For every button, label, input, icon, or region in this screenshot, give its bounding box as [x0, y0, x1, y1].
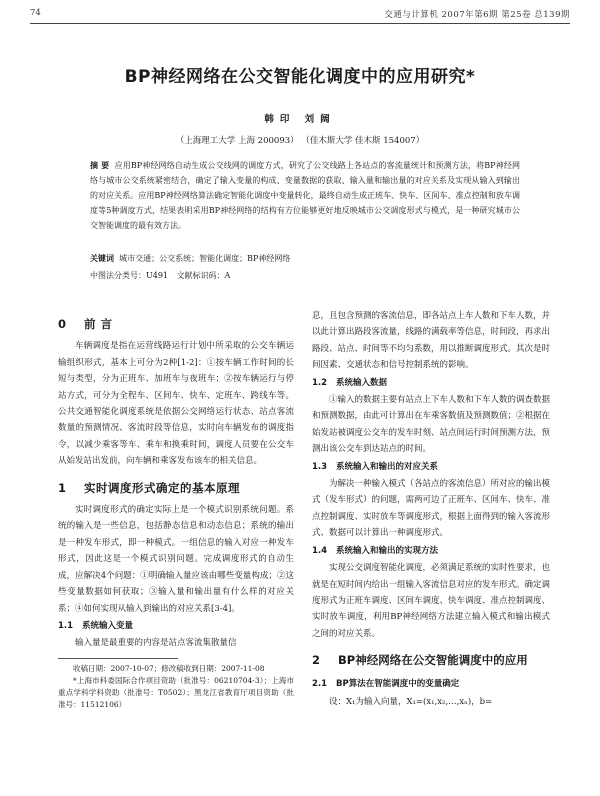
- section-2-number: 2: [312, 653, 321, 668]
- section-1-title: 实时调度形式确定的基本原理: [84, 480, 240, 495]
- authors: 韩印 刘阔: [264, 114, 336, 125]
- section-1-1-paragraph: 输入量是最重要的内容是站点客流集散量信: [75, 638, 237, 649]
- header-rule: [30, 23, 570, 24]
- section-2-1-paragraph: 设：X₁为输入向量，X₁=(x₁,x₂,…,xₙ)，b=: [329, 696, 493, 707]
- journal-info: 交通与计算机 2007年第6期 第25卷 总139期: [384, 10, 570, 20]
- page-number: 74: [30, 8, 41, 18]
- section-1-2-paragraph: ①输入的数据主要有站点上下车人数和下车人数的调查数据和预测数据，由此可计算出在车乘客数值及预测数值；②根据在始发站被调度公交车的发车时刻、站点间运行时间预测方法，预测出该公交车到达站点的时间。: [312, 395, 551, 455]
- section-1-1-heading: [58, 618, 294, 634]
- section-1-3-paragraph: 为解决一种输入模式（各站点的客流信息）所对应的输出模式（发车形式）的问题，需两可边了正班车、区间车、快车、准点控制调度、实时放车等调度形式，根据上面得到的输入客流形式、数据可以计算出一种调度形式。: [312, 479, 551, 539]
- classification: [90, 269, 520, 283]
- right-column: [312, 308, 550, 710]
- footnote-funding: *上海市科委国际合作项目资助（批准号：06210704-3）；上海市重点学科学科资助（批准号：T0502）；黑龙江省教育厅项目资助（批准号：11512106）: [58, 675, 294, 709]
- abstract-text: 应用BP神经网络自动生成公交线网的调度方式，研究了公交线路上各站点的客流量统计和预测方法，将BP神经网络与城市公交系统紧密结合，确定了输入变量的构成、变量数据的获取、输入量和输出量的对应关系及实现从输入到输出的对应关系。应用BP神经网络算法确定智能化调度中变量转化，最终自动生成正班车、快车、区间车、准点控制和放车调度等5种调度方式，结果表明采用BP神经网络的结构有方位能够更好地反映城市公交调度形式与模式，是一种研究城市公交智能调度的最有效方法。: [90, 161, 520, 230]
- section-2-1-number: 2.1: [312, 679, 328, 690]
- section-2-heading: [312, 650, 550, 670]
- footnote-received: 收稿日期：2007-10-07；修改稿收到日期：2007-11-08: [73, 663, 265, 673]
- section-1-number: 1: [58, 480, 67, 495]
- section-1-1-title: 系统输入变量: [82, 620, 134, 631]
- section-1-paragraph: 实时调度形式的确定实际上是一个模式识别系统问题。系统的输入是一些信息，包括静态信息和动态信息；系统的输出是一种发车形式，即一种模式。一组信息的输入对应一种发车形式，因此这是一个模式识别问题。完成调度形式的自动生成，应解决4个问题：①明确输入量应该由哪些变量构成；②这些变量数据如何获取；③输入量和输出量有什么样的对应关系；④如何实现从输入到输出的对应关系[3-4]。: [58, 505, 294, 614]
- paper-title: BP神经网络在公交智能化调度中的应用研究*: [124, 67, 476, 87]
- section-0-paragraph: 车辆调度是指在运营线路运行计划中所采取的公交车辆运输组织形式，基本上可分为2种[1-2]：①按车辆工作时间的长短与类型，分为正班车、加班车与夜班车；②按车辆运行与停站方式，可分为全程车、区间车、快车、定班车、跨线车等。公共交通智能化调度系统是依据公交网络运行状态、站点客流数量的预测情况、客流时段等信息，实时向车辆发布的调度指令，以减少乘客等车、乘车和换乘时间，调度人员要在公交车从始发站出发前，向车辆和乘客发布该车的相关信息。: [58, 341, 294, 467]
- section-0-number: 0: [58, 317, 67, 331]
- section-1-1-number: 1.1: [58, 620, 74, 631]
- section-1-2-heading: [312, 375, 550, 391]
- section-2-title: BP神经网络在公交智能调度中的应用: [338, 653, 528, 668]
- continued-paragraph: 息，且包含预测的客流信息，即各站点上车人数和下车人数，并以此计算出路段客流量，线路的满载率等信息，时间段，再求出路段、站点、时间等不均匀系数，用以推断调度形式。其次是时间因素、交通状态和信号控制系统的影响。: [312, 311, 551, 371]
- section-1-2-title: 系统输入数据: [336, 377, 388, 388]
- section-2-1-title: BP算法在智能调度中的变量确定: [336, 679, 460, 690]
- abstract: [90, 158, 520, 233]
- section-1-4-paragraph: 实现公交调度智能化调度，必须满足系统的实时性要求，也就是在短时间内给出一组输入客流信息对应的发车形式。确定调度形式为正班车调度、区间车调度、快车调度、准点控制调度、实时放车调度，利用BP神经网络方法建立输入模式和输出模式之间的对应关系。: [312, 563, 551, 639]
- running-header: [30, 8, 570, 22]
- section-1-4-title: 系统输入和输出的实现方法: [336, 545, 439, 556]
- left-column: [58, 308, 294, 711]
- abstract-label: 摘 要: [90, 161, 110, 170]
- keywords-text: 城市交通；公交系统；智能化调度；BP神经网络: [119, 254, 291, 263]
- section-1-3-number: 1.3: [312, 461, 328, 472]
- clc-code: 中图法分类号：U491: [90, 271, 169, 280]
- section-1-4-number: 1.4: [312, 545, 328, 556]
- section-1-3-heading: [312, 459, 550, 475]
- section-0-heading: [58, 316, 294, 332]
- section-1-3-title: 系统输入和输出的对应关系: [336, 461, 439, 472]
- footnote-rule: [58, 658, 178, 659]
- doc-code: 文献标识码：A: [176, 271, 231, 280]
- keywords-label: 关键词: [90, 254, 114, 263]
- affiliation: （上海理工大学 上海 200093） （佳木斯大学 佳木斯 154007）: [175, 136, 425, 146]
- section-0-title: 前 言: [84, 317, 113, 331]
- section-1-heading: [58, 480, 294, 496]
- section-2-1-heading: [312, 676, 550, 692]
- section-1-2-number: 1.2: [312, 377, 328, 388]
- keywords: [90, 252, 520, 266]
- section-1-4-heading: [312, 543, 550, 559]
